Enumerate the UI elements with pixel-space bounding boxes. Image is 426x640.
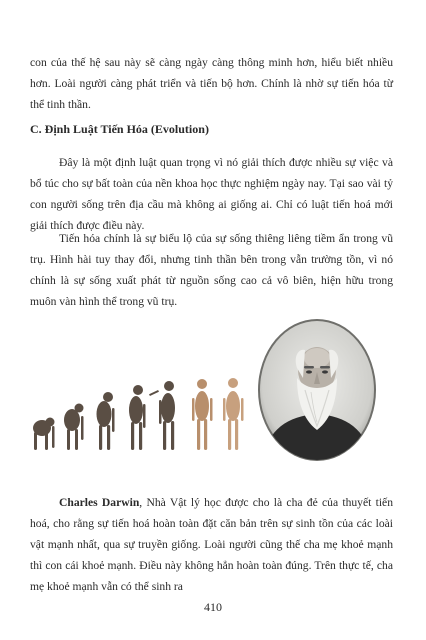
paragraph-evolution-meaning: Tiến hóa chính là sự biểu lộ của sự sống thiêng liêng tiềm ẩn trong vũ trụ. Hình hài tuy thay đổi, nhưng tinh thần bên trong vẫn trường tồn, vì nó chính là sự sống xuất phát từ nguồn sống cao cả vô biên, hiện hữu trong muôn vàn hình thể trong vũ trụ. (30, 232, 393, 308)
evolution-figure-3 (97, 392, 115, 450)
section-heading: C. Định Luật Tiến Hóa (Evolution) (30, 122, 209, 136)
evolution-figure-6 (192, 379, 213, 450)
darwin-text: , Nhà Vật lý học được cho là cha đẻ của thuyết tiến hoá, cho rằng sự tiến hoá hoàn toàn đặt căn bản trên sự sinh tồn của các loài vật mạnh nhất, qua sự truyền giống. Loài người cũng thế cha mẹ khoẻ mạnh thì con cái khoẻ mạnh. Điều này không hẳn hoàn toàn đúng. Trên thực tế, cha mẹ khoẻ mạnh vẫn có thể sinh ra (30, 496, 393, 593)
evolution-illustration (28, 372, 250, 452)
intro-paragraph: con của thế hệ sau này sẽ càng ngày càng thông minh hơn, hiểu biết nhiều hơn. Loài người càng phát triển và tiến bộ hơn. Chính là nhờ sự tiến hóa từ thể tinh thần. (30, 56, 393, 111)
darwin-name: Charles Darwin (59, 496, 140, 509)
paragraph-evolution-law: Đây là một định luật quan trọng vì nó giải thích được nhiều sự việc và bổ túc cho sự bất toàn của nền khoa học thực nghiệm ngày nay. Tại sao vài tỷ con người sống trên địa cầu mà không ai giống ai. Chỉ có luật tiến hoá mới giải thích được điều này. (30, 156, 393, 232)
evolution-figure-7 (223, 378, 244, 450)
page-number: 410 (204, 600, 222, 614)
evolution-figure-2 (64, 404, 84, 451)
evolution-figure-4 (129, 385, 146, 450)
evolution-figure-1 (33, 418, 55, 451)
evolution-figure-5 (149, 381, 175, 450)
darwin-portrait (257, 318, 377, 462)
paragraph-darwin (30, 492, 393, 597)
